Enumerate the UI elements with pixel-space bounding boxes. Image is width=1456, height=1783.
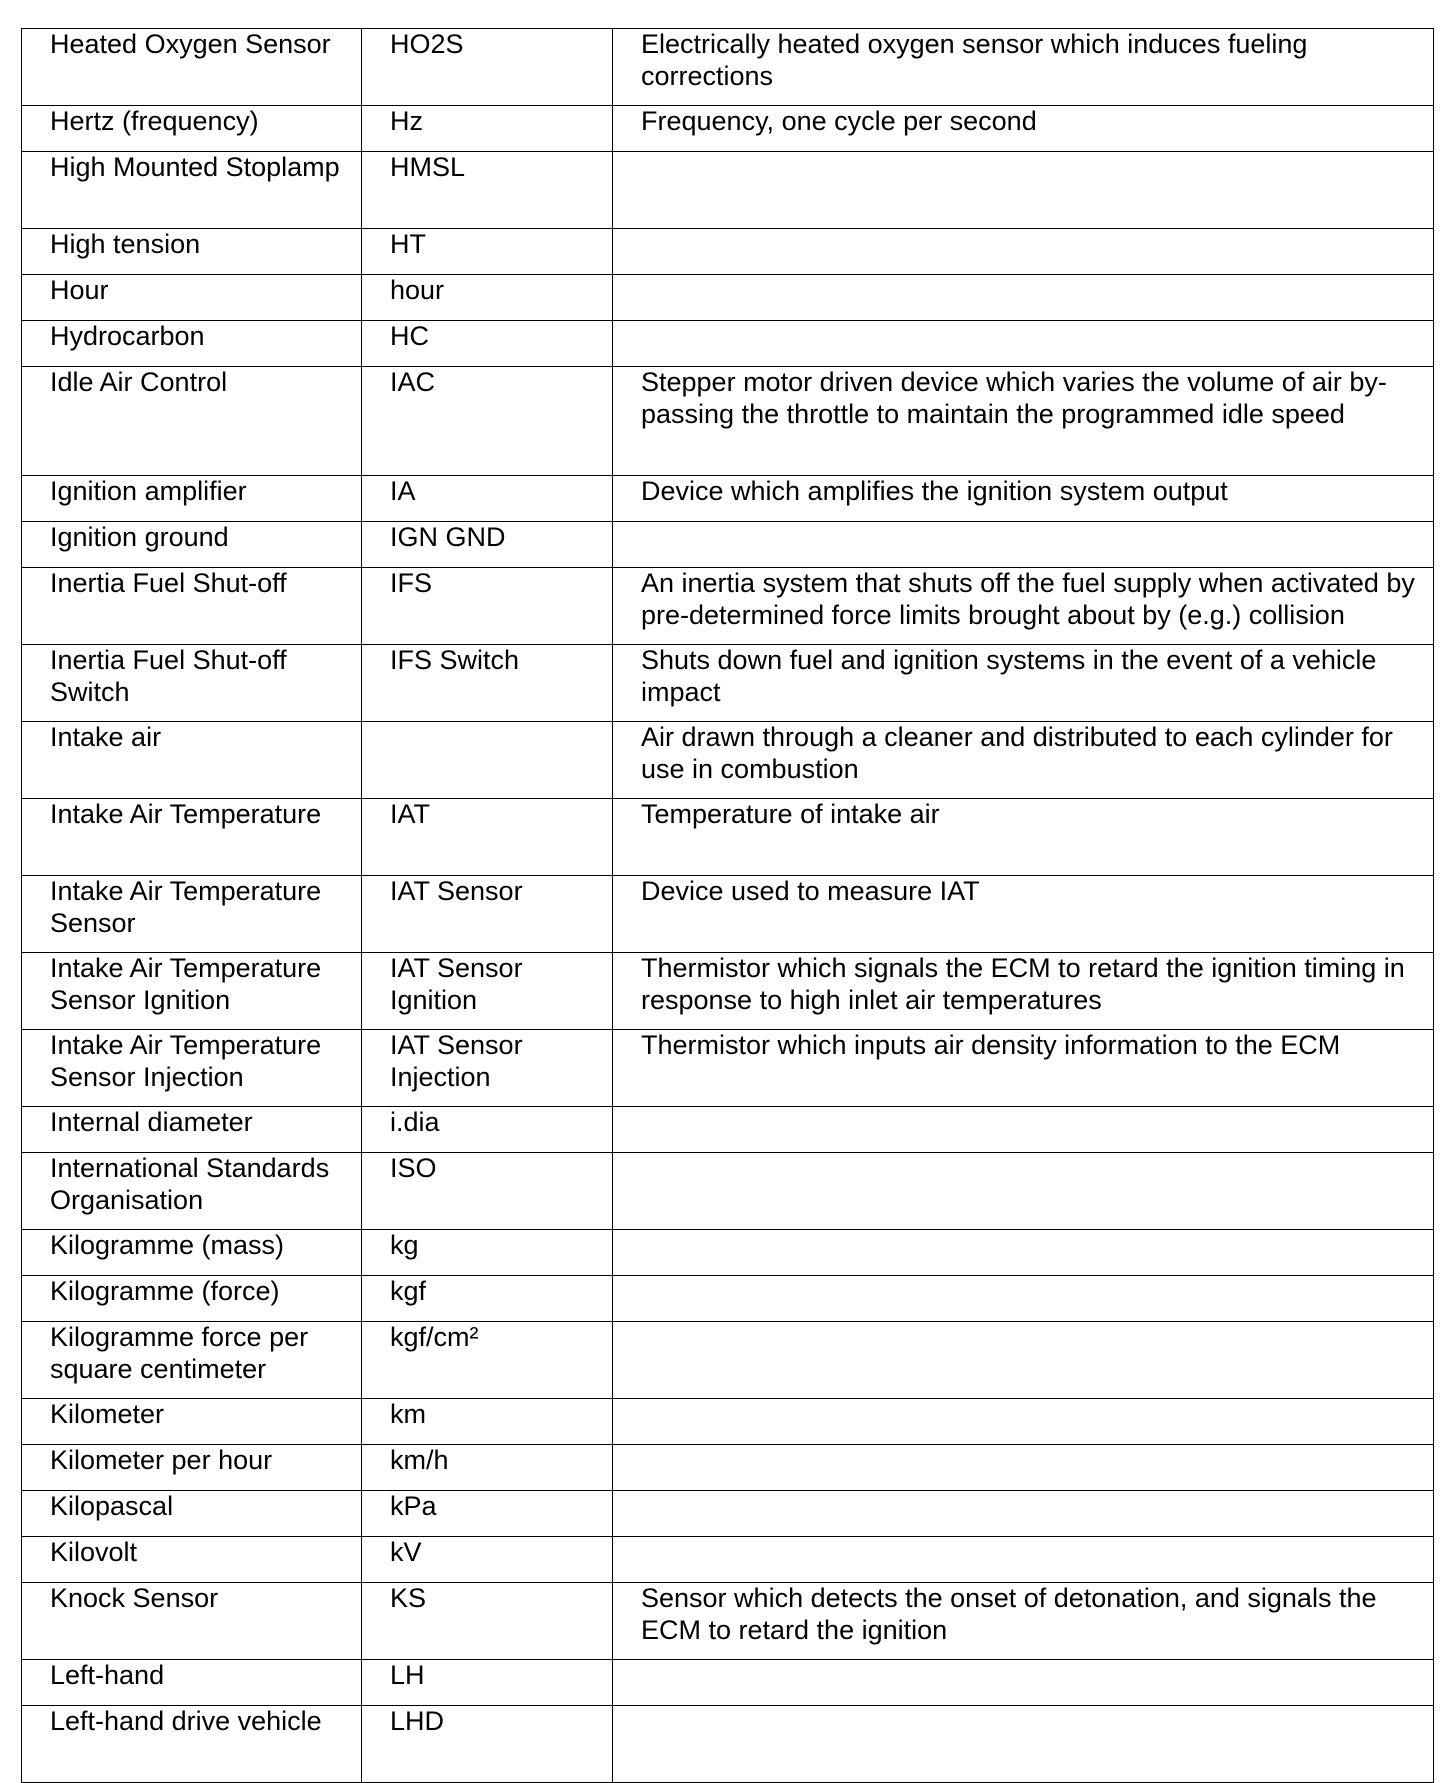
term-cell: Kilogramme (mass) xyxy=(22,1230,362,1276)
abbreviation-cell: HMSL xyxy=(362,152,613,229)
description-cell: Device used to measure IAT xyxy=(613,876,1434,953)
description-cell: Thermistor which inputs air density information to the ECM xyxy=(613,1030,1434,1107)
description-cell xyxy=(613,1537,1434,1583)
description-cell xyxy=(613,1107,1434,1153)
term-cell: Left-hand xyxy=(22,1660,362,1706)
term-cell: Intake Air Temperature xyxy=(22,799,362,876)
table-row xyxy=(22,476,1434,522)
description-cell: Air drawn through a cleaner and distributed to each cylinder for use in combustion xyxy=(613,722,1434,799)
term-cell: Kilopascal xyxy=(22,1491,362,1537)
abbreviation-cell: LH xyxy=(362,1660,613,1706)
description-cell xyxy=(613,152,1434,229)
table-row xyxy=(22,275,1434,321)
abbreviation-cell: IAT Sensor Ignition xyxy=(362,953,613,1030)
table-row xyxy=(22,1322,1434,1399)
abbreviation-cell: kg xyxy=(362,1230,613,1276)
term-cell: High tension xyxy=(22,229,362,275)
table-row xyxy=(22,1030,1434,1107)
term-cell: High Mounted Stoplamp xyxy=(22,152,362,229)
abbreviation-cell: HO2S xyxy=(362,29,613,106)
abbreviation-cell: Hz xyxy=(362,106,613,152)
abbreviation-cell: IAT xyxy=(362,799,613,876)
table-row xyxy=(22,568,1434,645)
abbreviation-cell: hour xyxy=(362,275,613,321)
table-row xyxy=(22,799,1434,876)
term-cell: Kilogramme force per square centimeter xyxy=(22,1322,362,1399)
table-row xyxy=(22,1399,1434,1445)
table-row xyxy=(22,876,1434,953)
abbreviation-cell: km xyxy=(362,1399,613,1445)
term-cell: Left-hand drive vehicle xyxy=(22,1706,362,1783)
description-cell xyxy=(613,321,1434,367)
description-cell xyxy=(613,1706,1434,1783)
description-cell xyxy=(613,522,1434,568)
term-cell: Intake air xyxy=(22,722,362,799)
term-cell: Ignition amplifier xyxy=(22,476,362,522)
description-cell: An inertia system that shuts off the fuel supply when activated by pre-determined force limits brought about by (e.g.) collision xyxy=(613,568,1434,645)
abbreviation-cell: i.dia xyxy=(362,1107,613,1153)
abbreviation-cell: IGN GND xyxy=(362,522,613,568)
abbreviation-cell: ISO xyxy=(362,1153,613,1230)
term-cell: Kilometer xyxy=(22,1399,362,1445)
abbreviation-cell: km/h xyxy=(362,1445,613,1491)
description-cell: Frequency, one cycle per second xyxy=(613,106,1434,152)
description-cell: Electrically heated oxygen sensor which induces fueling corrections xyxy=(613,29,1434,106)
abbreviation-cell: kV xyxy=(362,1537,613,1583)
table-row xyxy=(22,367,1434,476)
table-row xyxy=(22,1230,1434,1276)
description-cell: Stepper motor driven device which varies the volume of air by-passing the throttle to maintain the programmed idle speed xyxy=(613,367,1434,476)
abbreviation-cell: IFS xyxy=(362,568,613,645)
term-cell: Kilogramme (force) xyxy=(22,1276,362,1322)
abbreviation-cell: HT xyxy=(362,229,613,275)
table-row xyxy=(22,1445,1434,1491)
abbreviation-cell: kPa xyxy=(362,1491,613,1537)
description-cell xyxy=(613,1230,1434,1276)
description-cell xyxy=(613,229,1434,275)
glossary-table-body xyxy=(22,29,1434,1783)
term-cell: Kilovolt xyxy=(22,1537,362,1583)
table-row xyxy=(22,29,1434,106)
abbreviation-cell: kgf xyxy=(362,1276,613,1322)
term-cell: Idle Air Control xyxy=(22,367,362,476)
description-cell xyxy=(613,1445,1434,1491)
description-cell: Shuts down fuel and ignition systems in the event of a vehicle impact xyxy=(613,645,1434,722)
table-row xyxy=(22,229,1434,275)
table-row xyxy=(22,1660,1434,1706)
term-cell: Inertia Fuel Shut-off xyxy=(22,568,362,645)
table-row xyxy=(22,1153,1434,1230)
table-row xyxy=(22,953,1434,1030)
abbreviation-cell xyxy=(362,722,613,799)
description-cell xyxy=(613,1276,1434,1322)
term-cell: Kilometer per hour xyxy=(22,1445,362,1491)
glossary-table xyxy=(21,28,1434,1783)
term-cell: Knock Sensor xyxy=(22,1583,362,1660)
table-row xyxy=(22,1107,1434,1153)
table-row xyxy=(22,645,1434,722)
abbreviation-cell: IFS Switch xyxy=(362,645,613,722)
table-row xyxy=(22,722,1434,799)
term-cell: Hydrocarbon xyxy=(22,321,362,367)
abbreviation-cell: IAT Sensor Injection xyxy=(362,1030,613,1107)
description-cell: Sensor which detects the onset of detonation, and signals the ECM to retard the ignition xyxy=(613,1583,1434,1660)
term-cell: Intake Air Temperature Sensor xyxy=(22,876,362,953)
term-cell: Ignition ground xyxy=(22,522,362,568)
table-row xyxy=(22,522,1434,568)
table-row xyxy=(22,321,1434,367)
description-cell xyxy=(613,1399,1434,1445)
description-cell: Temperature of intake air xyxy=(613,799,1434,876)
table-row xyxy=(22,152,1434,229)
description-cell xyxy=(613,1153,1434,1230)
description-cell: Device which amplifies the ignition system output xyxy=(613,476,1434,522)
term-cell: Inertia Fuel Shut-off Switch xyxy=(22,645,362,722)
abbreviation-cell: kgf/cm² xyxy=(362,1322,613,1399)
description-cell xyxy=(613,1322,1434,1399)
table-row xyxy=(22,1276,1434,1322)
description-cell xyxy=(613,1491,1434,1537)
glossary-page xyxy=(21,28,1433,1783)
term-cell: Intake Air Temperature Sensor Ignition xyxy=(22,953,362,1030)
description-cell xyxy=(613,275,1434,321)
term-cell: Hour xyxy=(22,275,362,321)
description-cell: Thermistor which signals the ECM to retard the ignition timing in response to high inlet air temperatures xyxy=(613,953,1434,1030)
table-row xyxy=(22,1491,1434,1537)
term-cell: Intake Air Temperature Sensor Injection xyxy=(22,1030,362,1107)
term-cell: Hertz (frequency) xyxy=(22,106,362,152)
abbreviation-cell: IAT Sensor xyxy=(362,876,613,953)
term-cell: Heated Oxygen Sensor xyxy=(22,29,362,106)
description-cell xyxy=(613,1660,1434,1706)
abbreviation-cell: IAC xyxy=(362,367,613,476)
table-row xyxy=(22,1537,1434,1583)
table-row xyxy=(22,1706,1434,1783)
abbreviation-cell: LHD xyxy=(362,1706,613,1783)
table-row xyxy=(22,1583,1434,1660)
term-cell: International Standards Organisation xyxy=(22,1153,362,1230)
table-row xyxy=(22,106,1434,152)
term-cell: Internal diameter xyxy=(22,1107,362,1153)
abbreviation-cell: KS xyxy=(362,1583,613,1660)
abbreviation-cell: HC xyxy=(362,321,613,367)
abbreviation-cell: IA xyxy=(362,476,613,522)
